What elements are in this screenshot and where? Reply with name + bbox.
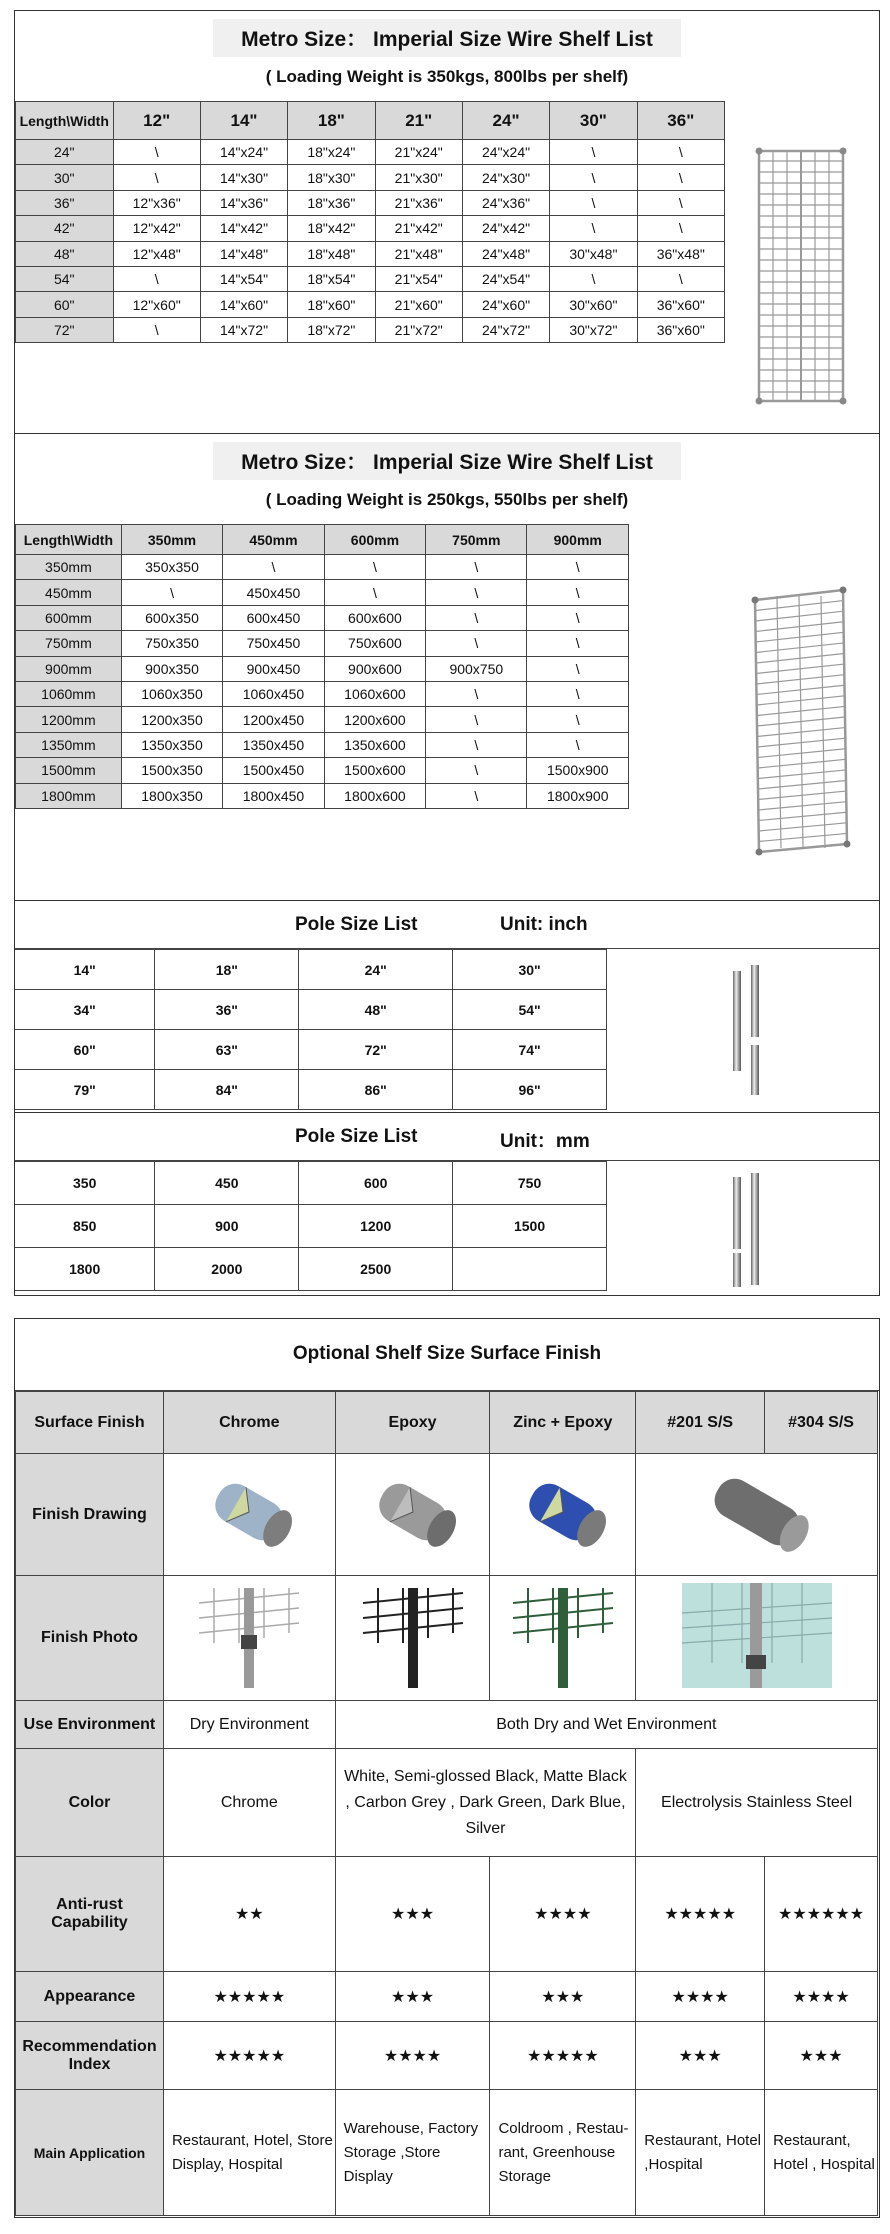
table-cell: 18"x30"	[288, 165, 375, 190]
table-row	[15, 1030, 607, 1070]
header-304-ss: #304 S/S	[765, 1392, 878, 1454]
column-header: 30"	[550, 102, 637, 140]
table-cell: \	[527, 631, 629, 656]
pole-title: Pole Size List	[295, 1126, 418, 1147]
table-cell: 24"x48"	[462, 241, 549, 266]
table-cell: 21"x42"	[375, 216, 462, 241]
ss-drawing-image	[636, 1454, 878, 1576]
table-row	[15, 990, 607, 1030]
table-cell: \	[426, 580, 527, 605]
row-header: 54"	[16, 266, 114, 291]
section-title: Metro Size： Imperial Size Wire Shelf List	[15, 19, 879, 57]
finish-section	[14, 1318, 880, 2218]
table-cell: 18"x54"	[288, 266, 375, 291]
app-201-ss: Restaurant, Hotel ,Hospital	[636, 2090, 765, 2216]
pole-size-cell: 24"	[299, 950, 453, 990]
table-cell: 1500x900	[527, 758, 629, 783]
row-header: 900mm	[16, 656, 122, 681]
table-header-row	[16, 102, 725, 140]
zinc-epoxy-drawing-image	[490, 1454, 636, 1576]
table-cell: 600x600	[324, 605, 425, 630]
pole-size-cell: 2000	[155, 1248, 299, 1291]
table-row	[16, 140, 725, 165]
column-header: 12"	[113, 102, 200, 140]
table-cell: 18"x36"	[288, 190, 375, 215]
column-header: 450mm	[223, 525, 324, 555]
table-cell: 1200x450	[223, 707, 324, 732]
table-cell: \	[637, 216, 724, 241]
table-cell: 21"x72"	[375, 317, 462, 342]
table-row	[16, 681, 629, 706]
corner-header: Length\Width	[16, 102, 114, 140]
row-header: 1350mm	[16, 732, 122, 757]
table-row	[16, 656, 629, 681]
appear-epoxy: ★★★	[335, 1972, 490, 2022]
row-header: 42"	[16, 216, 114, 241]
table-row	[15, 1205, 607, 1248]
header-201-ss: #201 S/S	[636, 1392, 765, 1454]
app-chrome: Restaurant, Hotel, Store Display, Hospital	[163, 2090, 335, 2216]
table-cell: 30"x48"	[550, 241, 637, 266]
table-row	[16, 241, 725, 266]
table-cell: 1800x450	[223, 783, 324, 808]
header-epoxy: Epoxy	[335, 1392, 490, 1454]
pole-size-cell: 1500	[453, 1205, 607, 1248]
pole-size-cell: 74"	[453, 1030, 607, 1070]
table-row	[16, 317, 725, 342]
wire-shelf-image	[741, 141, 861, 411]
section-title: Metro Size： Imperial Size Wire Shelf List	[15, 442, 879, 480]
table-cell: \	[527, 656, 629, 681]
table-cell: \	[426, 681, 527, 706]
color-chrome: Chrome	[163, 1749, 335, 1857]
table-cell: 1350x350	[121, 732, 222, 757]
row-header: 24"	[16, 140, 114, 165]
table-row	[16, 783, 629, 808]
table-row	[15, 1162, 607, 1205]
table-cell: 24"x54"	[462, 266, 549, 291]
finish-table	[15, 1391, 878, 2216]
table-row	[15, 1070, 607, 1110]
table-row	[16, 292, 725, 317]
pole-size-cell: 30"	[453, 950, 607, 990]
table-cell: 1800x600	[324, 783, 425, 808]
table-cell: 1800x350	[121, 783, 222, 808]
pole-size-cell: 2500	[299, 1248, 453, 1291]
pole-size-cell: 18"	[155, 950, 299, 990]
table-cell: 18"x42"	[288, 216, 375, 241]
row-label: Recommendation Index	[16, 2022, 164, 2090]
row-label: Anti-rust Capability	[16, 1857, 164, 1972]
table-cell: 24"x36"	[462, 190, 549, 215]
finish-header-row	[16, 1392, 878, 1454]
chrome-photo-image	[163, 1576, 335, 1701]
table-cell: 1800x900	[527, 783, 629, 808]
table-cell: 21"x36"	[375, 190, 462, 215]
section-subtitle: ( Loading Weight is 250kgs, 550lbs per shelf)	[265, 490, 629, 509]
appearance-row	[16, 1972, 878, 2022]
table-cell: \	[113, 165, 200, 190]
column-header: 600mm	[324, 525, 425, 555]
row-header: 1060mm	[16, 681, 122, 706]
table-cell: \	[121, 580, 222, 605]
pole-unit: Unit: inch	[500, 914, 588, 935]
appear-304-ss: ★★★★	[765, 1972, 878, 2022]
row-header: 750mm	[16, 631, 122, 656]
table-cell: 900x600	[324, 656, 425, 681]
table-cell: \	[637, 140, 724, 165]
app-zinc-epoxy: Coldroom , Restau-rant, Greenhouse Storage	[490, 2090, 636, 2216]
table-row	[16, 732, 629, 757]
header-zinc-epoxy: Zinc + Epoxy	[490, 1392, 636, 1454]
table-cell: 18"x60"	[288, 292, 375, 317]
row-header: 450mm	[16, 580, 122, 605]
table-cell: \	[426, 732, 527, 757]
table-row	[16, 707, 629, 732]
imperial-shelf-section	[14, 10, 880, 434]
table-cell: 21"x48"	[375, 241, 462, 266]
table-row	[16, 631, 629, 656]
rust-zinc-epoxy: ★★★★	[490, 1857, 636, 1972]
pole-size-cell: 96"	[453, 1070, 607, 1110]
pole-size-cell: 600	[299, 1162, 453, 1205]
table-cell: \	[426, 605, 527, 630]
table-row	[16, 216, 725, 241]
table-cell: \	[637, 165, 724, 190]
pole-image	[725, 961, 775, 1101]
column-header: 36"	[637, 102, 724, 140]
table-cell: \	[550, 190, 637, 215]
table-cell: 350x350	[121, 555, 222, 580]
pole-size-cell: 79"	[15, 1070, 155, 1110]
table-cell: 21"x30"	[375, 165, 462, 190]
table-cell: 1500x600	[324, 758, 425, 783]
wire-shelf-image	[735, 582, 865, 857]
table-row	[16, 758, 629, 783]
table-cell: 14"x42"	[200, 216, 287, 241]
table-cell: 1200x350	[121, 707, 222, 732]
table-cell: 14"x48"	[200, 241, 287, 266]
finish-title: Optional Shelf Size Surface Finish	[292, 1343, 602, 1364]
appear-201-ss: ★★★★	[636, 1972, 765, 2022]
table-cell: \	[113, 140, 200, 165]
table-cell: 1500x450	[223, 758, 324, 783]
row-header: 60"	[16, 292, 114, 317]
zinc-epoxy-photo-image	[490, 1576, 636, 1701]
pole-size-cell: 850	[15, 1205, 155, 1248]
table-cell: \	[637, 190, 724, 215]
pole-size-cell: 1800	[15, 1248, 155, 1291]
pole-size-cell: 72"	[299, 1030, 453, 1070]
table-cell: 24"x60"	[462, 292, 549, 317]
finish-title-bar	[15, 1319, 879, 1391]
app-304-ss: Restaurant, Hotel , Hospital	[765, 2090, 878, 2216]
table-cell: 1200x600	[324, 707, 425, 732]
table-cell: 1350x600	[324, 732, 425, 757]
table-cell: 750x600	[324, 631, 425, 656]
pole-size-cell: 1200	[299, 1205, 453, 1248]
table-cell: 36"x60"	[637, 292, 724, 317]
table-cell: \	[550, 216, 637, 241]
env-others: Both Dry and Wet Environment	[335, 1701, 877, 1749]
pole-size-cell: 54"	[453, 990, 607, 1030]
pole-size-cell: 63"	[155, 1030, 299, 1070]
table-cell: \	[426, 707, 527, 732]
table-cell: \	[426, 631, 527, 656]
table-cell: \	[324, 580, 425, 605]
pole-size-cell: 48"	[299, 990, 453, 1030]
row-header: 600mm	[16, 605, 122, 630]
table-cell: 24"x42"	[462, 216, 549, 241]
table-cell: 1500x350	[121, 758, 222, 783]
rust-epoxy: ★★★	[335, 1857, 490, 1972]
pole-inch-table	[15, 949, 607, 1110]
table-cell: \	[426, 783, 527, 808]
column-header: 14"	[200, 102, 287, 140]
pole-image	[725, 1171, 775, 1291]
row-header: 1500mm	[16, 758, 122, 783]
table-row	[15, 1248, 607, 1291]
table-cell: 30"x60"	[550, 292, 637, 317]
column-header: 18"	[288, 102, 375, 140]
finish-drawing-row	[16, 1454, 878, 1576]
rec-zinc-epoxy: ★★★★★	[490, 2022, 636, 2090]
column-header: 24"	[462, 102, 549, 140]
row-label: Use Environment	[16, 1701, 164, 1749]
row-header: 1800mm	[16, 783, 122, 808]
table-row	[16, 266, 725, 291]
table-cell: 12"x42"	[113, 216, 200, 241]
rec-epoxy: ★★★★	[335, 2022, 490, 2090]
table-row	[15, 950, 607, 990]
pole-unit: Unit：mm	[500, 1131, 590, 1152]
table-row	[16, 555, 629, 580]
pole-size-cell: 14"	[15, 950, 155, 990]
table-cell: 18"x72"	[288, 317, 375, 342]
table-cell: \	[113, 266, 200, 291]
table-cell: 21"x60"	[375, 292, 462, 317]
table-cell: 12"x48"	[113, 241, 200, 266]
row-header: 36"	[16, 190, 114, 215]
table-cell: \	[527, 732, 629, 757]
table-cell: 24"x30"	[462, 165, 549, 190]
row-label: Finish Drawing	[16, 1454, 164, 1576]
row-header: 350mm	[16, 555, 122, 580]
table-header-row	[16, 525, 629, 555]
main-application-row	[16, 2090, 878, 2216]
pole-title: Pole Size List	[295, 914, 418, 935]
table-cell: 900x750	[426, 656, 527, 681]
row-label: Main Application	[16, 2090, 164, 2216]
use-environment-row	[16, 1701, 878, 1749]
row-header: 72"	[16, 317, 114, 342]
column-header: 21"	[375, 102, 462, 140]
color-epoxy: White, Semi-glossed Black, Matte Black , Carbon Grey , Dark Green, Dark Blue, Silver	[335, 1749, 636, 1857]
table-cell: \	[550, 165, 637, 190]
table-cell: 21"x24"	[375, 140, 462, 165]
section-subtitle: ( Loading Weight is 350kgs, 800lbs per shelf)	[265, 67, 629, 86]
pole-size-cell: 60"	[15, 1030, 155, 1070]
table-cell: 14"x30"	[200, 165, 287, 190]
anti-rust-row	[16, 1857, 878, 1972]
table-cell: 14"x24"	[200, 140, 287, 165]
table-row	[16, 165, 725, 190]
table-cell: 600x450	[223, 605, 324, 630]
pole-title-bar	[15, 901, 879, 949]
table-cell: 1060x450	[223, 681, 324, 706]
ss-photo-image	[636, 1576, 878, 1701]
table-cell: 1060x350	[121, 681, 222, 706]
table-cell: 900x350	[121, 656, 222, 681]
table-cell: 12"x60"	[113, 292, 200, 317]
epoxy-drawing-image	[335, 1454, 490, 1576]
table-cell: \	[527, 580, 629, 605]
pole-inch-section	[14, 900, 880, 1113]
table-cell: 36"x60"	[637, 317, 724, 342]
column-header: 900mm	[527, 525, 629, 555]
pole-size-cell: 34"	[15, 990, 155, 1030]
table-cell: 750x350	[121, 631, 222, 656]
table-cell: \	[426, 758, 527, 783]
pole-title-bar	[15, 1113, 879, 1161]
pole-size-cell: 36"	[155, 990, 299, 1030]
color-row	[16, 1749, 878, 1857]
row-label: Appearance	[16, 1972, 164, 2022]
header-chrome: Chrome	[163, 1392, 335, 1454]
pole-size-cell: 350	[15, 1162, 155, 1205]
table-cell: \	[550, 266, 637, 291]
header-surface-finish: Surface Finish	[16, 1392, 164, 1454]
table-cell: 36"x48"	[637, 241, 724, 266]
row-header: 48"	[16, 241, 114, 266]
epoxy-photo-image	[335, 1576, 490, 1701]
table-cell: 900x450	[223, 656, 324, 681]
table-cell: 14"x36"	[200, 190, 287, 215]
appear-zinc-epoxy: ★★★	[490, 1972, 636, 2022]
rust-201-ss: ★★★★★	[636, 1857, 765, 1972]
table-row	[16, 190, 725, 215]
pole-mm-table	[15, 1161, 607, 1291]
pole-mm-section	[14, 1112, 880, 1296]
rec-304-ss: ★★★	[765, 2022, 878, 2090]
table-cell: \	[527, 605, 629, 630]
chrome-drawing-image	[163, 1454, 335, 1576]
table-cell: 14"x72"	[200, 317, 287, 342]
appear-chrome: ★★★★★	[163, 1972, 335, 2022]
row-label: Finish Photo	[16, 1576, 164, 1701]
metric-shelf-section	[14, 433, 880, 901]
table-cell: 24"x72"	[462, 317, 549, 342]
table-cell: \	[223, 555, 324, 580]
pole-size-cell: 750	[453, 1162, 607, 1205]
imperial-size-table	[15, 101, 725, 343]
table-cell: 1060x600	[324, 681, 425, 706]
table-row	[16, 605, 629, 630]
table-cell: \	[527, 707, 629, 732]
row-header: 30"	[16, 165, 114, 190]
rust-chrome: ★★	[163, 1857, 335, 1972]
color-ss: Electrolysis Stainless Steel	[636, 1749, 878, 1857]
row-label: Color	[16, 1749, 164, 1857]
column-header: 350mm	[121, 525, 222, 555]
table-cell: \	[550, 140, 637, 165]
rust-304-ss: ★★★★★★	[765, 1857, 878, 1972]
table-row	[16, 580, 629, 605]
table-cell: 18"x24"	[288, 140, 375, 165]
pole-size-cell: 450	[155, 1162, 299, 1205]
table-cell: \	[527, 681, 629, 706]
table-cell: \	[527, 555, 629, 580]
pole-size-cell: 900	[155, 1205, 299, 1248]
table-cell: 450x450	[223, 580, 324, 605]
table-cell: 14"x54"	[200, 266, 287, 291]
table-cell: 1350x450	[223, 732, 324, 757]
row-header: 1200mm	[16, 707, 122, 732]
table-cell: \	[113, 317, 200, 342]
table-cell: 24"x24"	[462, 140, 549, 165]
table-cell: 600x350	[121, 605, 222, 630]
pole-size-cell: 86"	[299, 1070, 453, 1110]
table-cell: \	[426, 555, 527, 580]
pole-size-cell: 84"	[155, 1070, 299, 1110]
pole-size-cell	[453, 1248, 607, 1291]
table-cell: 18"x48"	[288, 241, 375, 266]
column-header: 750mm	[426, 525, 527, 555]
table-cell: 30"x72"	[550, 317, 637, 342]
table-cell: 14"x60"	[200, 292, 287, 317]
recommendation-row	[16, 2022, 878, 2090]
table-cell: \	[637, 266, 724, 291]
table-cell: 21"x54"	[375, 266, 462, 291]
table-cell: 12"x36"	[113, 190, 200, 215]
env-chrome: Dry Environment	[163, 1701, 335, 1749]
metric-size-table	[15, 524, 629, 809]
table-cell: 750x450	[223, 631, 324, 656]
finish-photo-row	[16, 1576, 878, 1701]
rec-chrome: ★★★★★	[163, 2022, 335, 2090]
app-epoxy: Warehouse, Factory Storage ,Store Display	[335, 2090, 490, 2216]
table-cell: \	[324, 555, 425, 580]
corner-header: Length\Width	[16, 525, 122, 555]
rec-201-ss: ★★★	[636, 2022, 765, 2090]
